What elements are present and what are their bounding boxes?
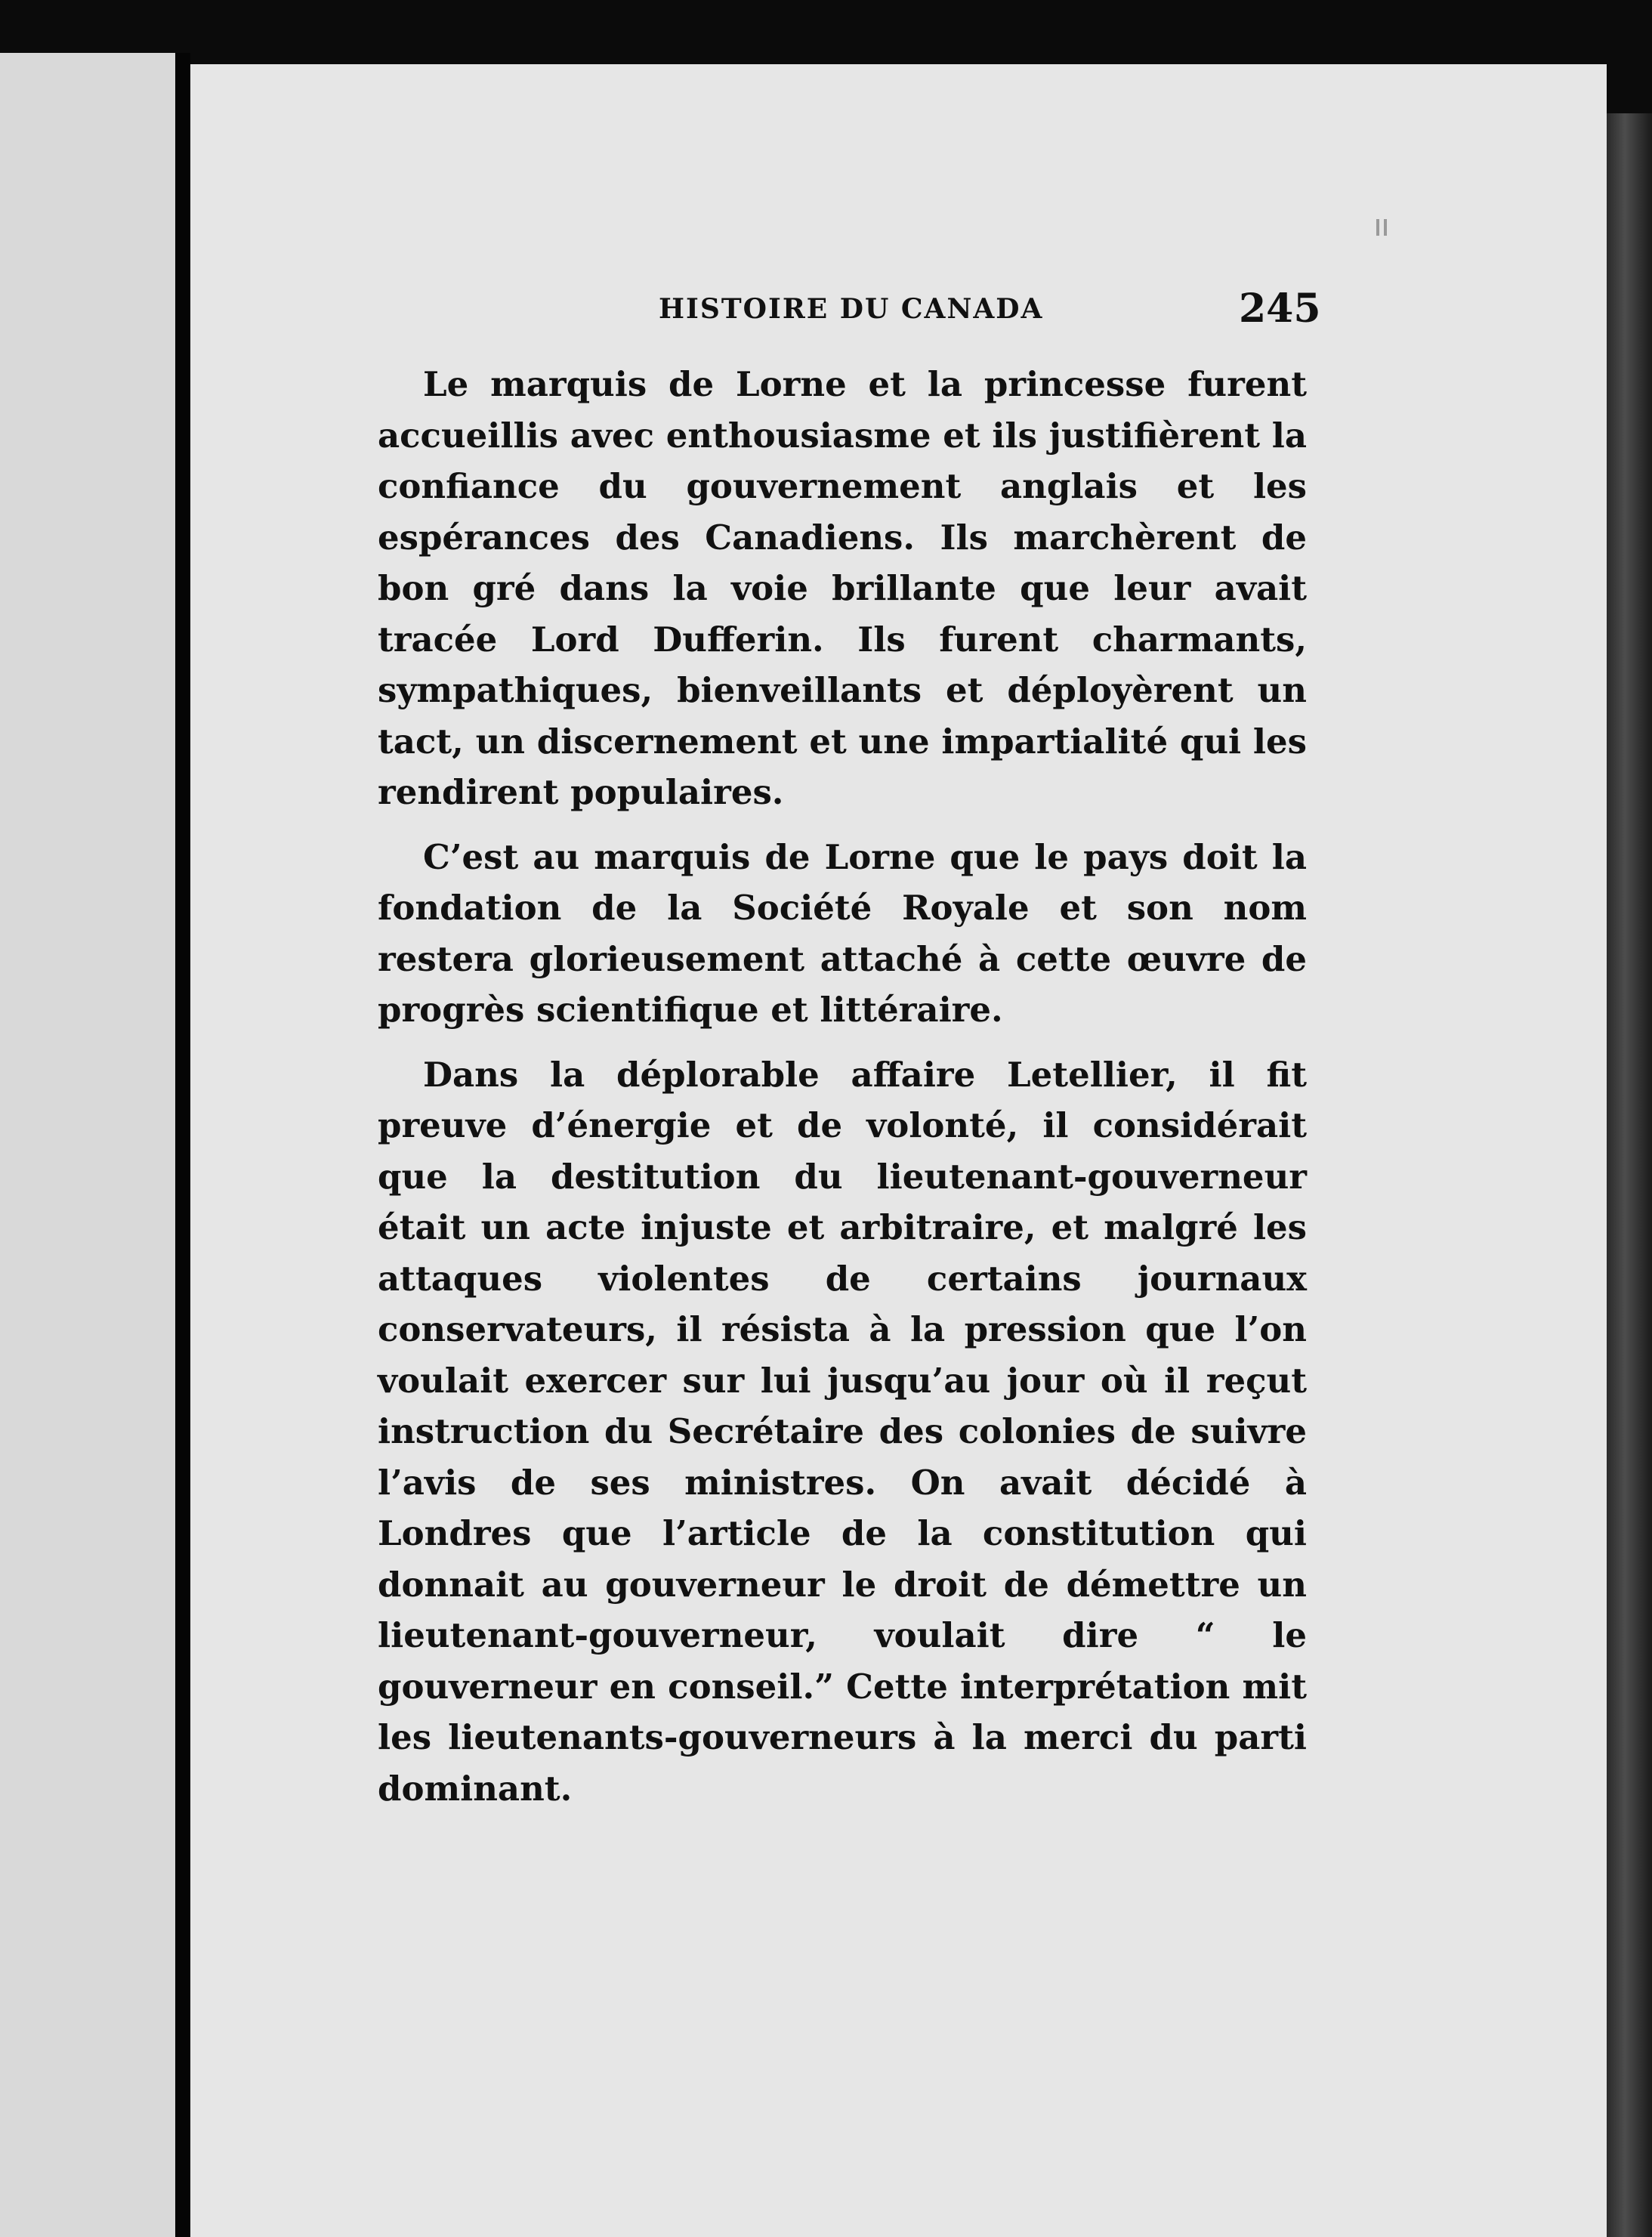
scan-speck	[1384, 219, 1387, 236]
paragraph-2: C’est au marquis de Lorne que le pays doit la fondation de la Société Royale et son nom restera glorieusement attaché à cette œuvre de progrès scientifique et littéraire.	[378, 836, 1307, 1030]
scan-speck	[1376, 219, 1379, 236]
body-text	[378, 287, 1307, 1828]
book-spine-shadow	[175, 53, 190, 2237]
paragraph-1: Le marquis de Lorne et la princesse furent accueillis avec enthousiasme et ils justifièrent la confiance du gouvernement anglais et les espérances des Canadiens. Ils marchèrent de bon gré dans la voie brillante que leur avait tracée Lord Dufferin. Ils furent charmants, sympathiques, bienveillants et déployèrent un tact, un discernement et une impartialité qui les rendirent populaires.	[378, 364, 1307, 812]
page-edge-shadow	[1607, 113, 1652, 2237]
running-title: HISTOIRE DU CANADA	[659, 293, 1044, 325]
facing-page-edge	[0, 53, 175, 2237]
paragraph-3: Dans la déplorable affaire Letellier, il fit preuve d’énergie et de volonté, il considérait que la destitution du lieutenant-gouverneur était un acte injuste et arbitraire, et malgré les attaques violentes de certains journaux conservateurs, il résista à la pression que l’on voulait exercer sur lui jusqu’au jour où il reçut instruction du Secrétaire des colonies de suivre l’avis de ses ministres. On avait décidé à Londres que l’article de la constitution qui donnait au gouverneur le droit de démettre un lieutenant-gouverneur, voulait dire “ le gouverneur en conseil.” Cette interprétation mit les lieutenants-gouverneurs à la merci du parti dominant.	[378, 1054, 1307, 1809]
page-number: 245	[1239, 286, 1321, 332]
